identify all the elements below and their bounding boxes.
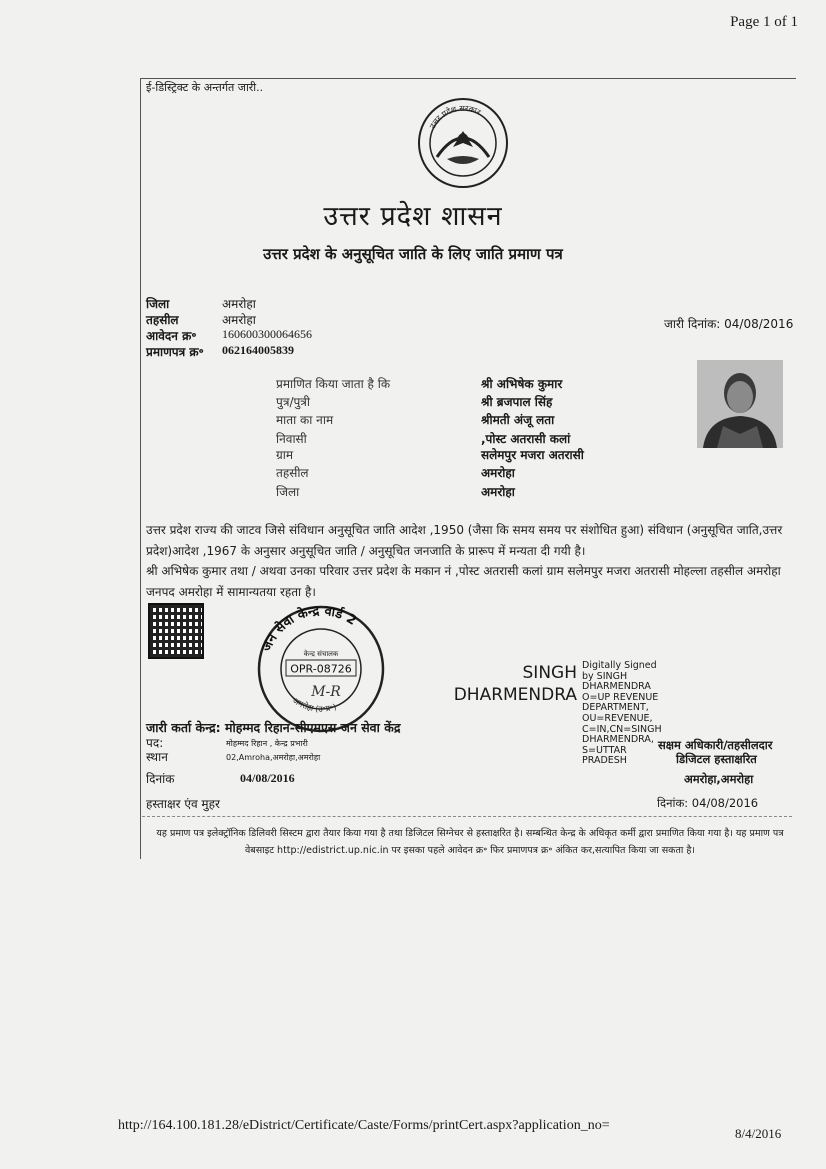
stamp-operator-code: OPR-08726 (290, 662, 352, 676)
resident-value: ,पोस्ट अतरासी कलां (481, 432, 571, 446)
place-value: 02,Amroha,अमरोहा,अमरोहा (226, 753, 321, 762)
detail-label-mother: माता का नाम (276, 413, 334, 427)
certificate-paragraph-caste: उत्तर प्रदेश राज्य की जाटव जिसे संविधान अनुसूचित जाति आदेश ,1950 (जैसा कि समय समय पर संशोधित हुआ) संविधान (अनुसूचित जाति,उत्तर प्रदेश)आदेश ,1967 के अनुसार अनुसूचित जाति / अनुसूचित जनजाति के प्रारूप में मन्यता दी गयी है। (146, 523, 783, 558)
authority-date: दिनांक: 04/08/2016 (657, 796, 759, 810)
tehsil-label: तहसील (146, 313, 179, 327)
person-silhouette-icon (697, 360, 783, 448)
stamp-ring-text: जन सेवा केन्द्र वार्ड 2 (259, 604, 359, 654)
issuer-date-label: दिनांक (146, 772, 175, 786)
emblem-arc-text: उत्तर प्रदेश सरकार (427, 103, 483, 131)
certificate-subtitle: उत्तर प्रदेश के अनुसूचित जाति के लिए जाति प्रमाण पत्र (263, 245, 563, 263)
detail-label-tehsil: तहसील (276, 466, 309, 480)
application-number-value: 160600300064656 (222, 327, 312, 341)
post-label: पद: (146, 736, 164, 750)
village-value: सलेमपुर मजरा अतरासी (481, 448, 584, 462)
applicant-photo (697, 360, 783, 448)
verification-qr-code (148, 603, 204, 659)
printed-date: 8/4/2016 (735, 1126, 782, 1141)
stamp-handwritten-signature: M-R (311, 684, 341, 700)
stamp-bottom-text: अमरोहा (उ॰प्र॰) (291, 695, 338, 714)
district-label: जिला (146, 297, 170, 311)
issuing-center: जारी कर्ता केन्द्र: मोहम्मद रिहान-सीएमएस जन सेवा केंद्र (146, 720, 401, 735)
certificate-number-label: प्रमाणपत्र क्र॰ (146, 345, 204, 359)
detail-label-district: जिला (276, 485, 300, 499)
detail-label-village: ग्राम (276, 448, 294, 462)
detail-label-resident: निवासी (276, 432, 307, 446)
digital-signature-details: Digitally Signed by SINGH DHARMENDRA O=UP REVENUE DEPARTMENT, OU=REVENUE, C=IN,CN=SINGH DHARMENDRA, S=UTTAR PRADESH (582, 660, 662, 767)
digitally-signed-label: डिजिटल हस्ताक्षरित (676, 752, 757, 766)
page-number-label: Page 1 of 1 (730, 14, 798, 30)
mother-name: श्रीमती अंजू लता (481, 413, 555, 427)
issued-under-note: ई-डिस्ट्रिक्ट के अन्तर्गत जारी.. (146, 81, 264, 94)
up-government-emblem (417, 97, 509, 189)
certificate-title: उत्तर प्रदेश शासन (323, 201, 503, 232)
detail-label-certified: प्रमाणित किया जाता है कि (276, 377, 391, 391)
applicant-name: श्री अभिषेक कुमार (481, 377, 563, 391)
certificate-number-value: 062164005839 (222, 343, 294, 357)
detail-district-value: अमरोहा (481, 485, 515, 499)
father-name: श्री ब्रजपाल सिंह (481, 395, 553, 409)
competent-authority-title: सक्षम अधिकारी/तहसीलदार (658, 738, 773, 752)
certificate-paragraph-residence: श्री अभिषेक कुमार तथा / अथवा उनका परिवार उत्तर प्रदेश के मकान नं ,पोस्ट अतरासी कलां ग्राम सलेमपुर मजरा अतरासी मोहल्ला तहसील अमरोहा जनपद अमरोहा में सामान्यतया रहता है। (146, 564, 781, 599)
digital-signer-name: SINGH DHARMENDRA (453, 663, 577, 705)
district-value: अमरोहा (222, 297, 256, 311)
detail-label-son-daughter: पुत्र/पुत्री (276, 395, 311, 409)
post-value: मोहम्मद रिहान , केन्द्र प्रभारी (226, 739, 308, 748)
authority-place: अमरोहा,अमरोहा (684, 772, 754, 786)
jan-seva-kendra-stamp (256, 604, 386, 734)
electronic-delivery-note: यह प्रमाण पत्र इलेक्ट्रॉनिक डिलिवरी सिस्टम द्वारा तैयार किया गया है तथा डिजिटल सिग्नेचर से हस्ताक्षरित है। सम्बन्धित केन्द्र के अधिकृत कर्मी द्वारा प्रमाणित किया गया है। यह प्रमाण पत्र वेबसाइट http://edistrict.up.nic.in पर इसका पहले आवेदन क्र॰ फिर प्रमाणपत्र क्र॰ अंकित कर,सत्यापित किया जा सकता है। (156, 828, 784, 856)
printed-page-url: http://164.100.181.28/eDistrict/Certificate/Caste/Forms/printCert.aspx?application_no= (118, 1118, 610, 1133)
signature-and-seal-label: हस्ताक्षर एंव मुहर (146, 797, 220, 811)
detail-tehsil-value: अमरोहा (481, 466, 515, 480)
place-label: स्थान (146, 750, 168, 764)
tehsil-value: अमरोहा (222, 313, 256, 327)
issue-date: जारी दिनांक: 04/08/2016 (664, 317, 794, 331)
application-number-label: आवेदन क्र॰ (146, 329, 197, 343)
issuer-date-value: 04/08/2016 (240, 771, 295, 785)
stamp-center-label: केन्द्र संचालक (303, 650, 339, 658)
note-divider (142, 816, 792, 817)
